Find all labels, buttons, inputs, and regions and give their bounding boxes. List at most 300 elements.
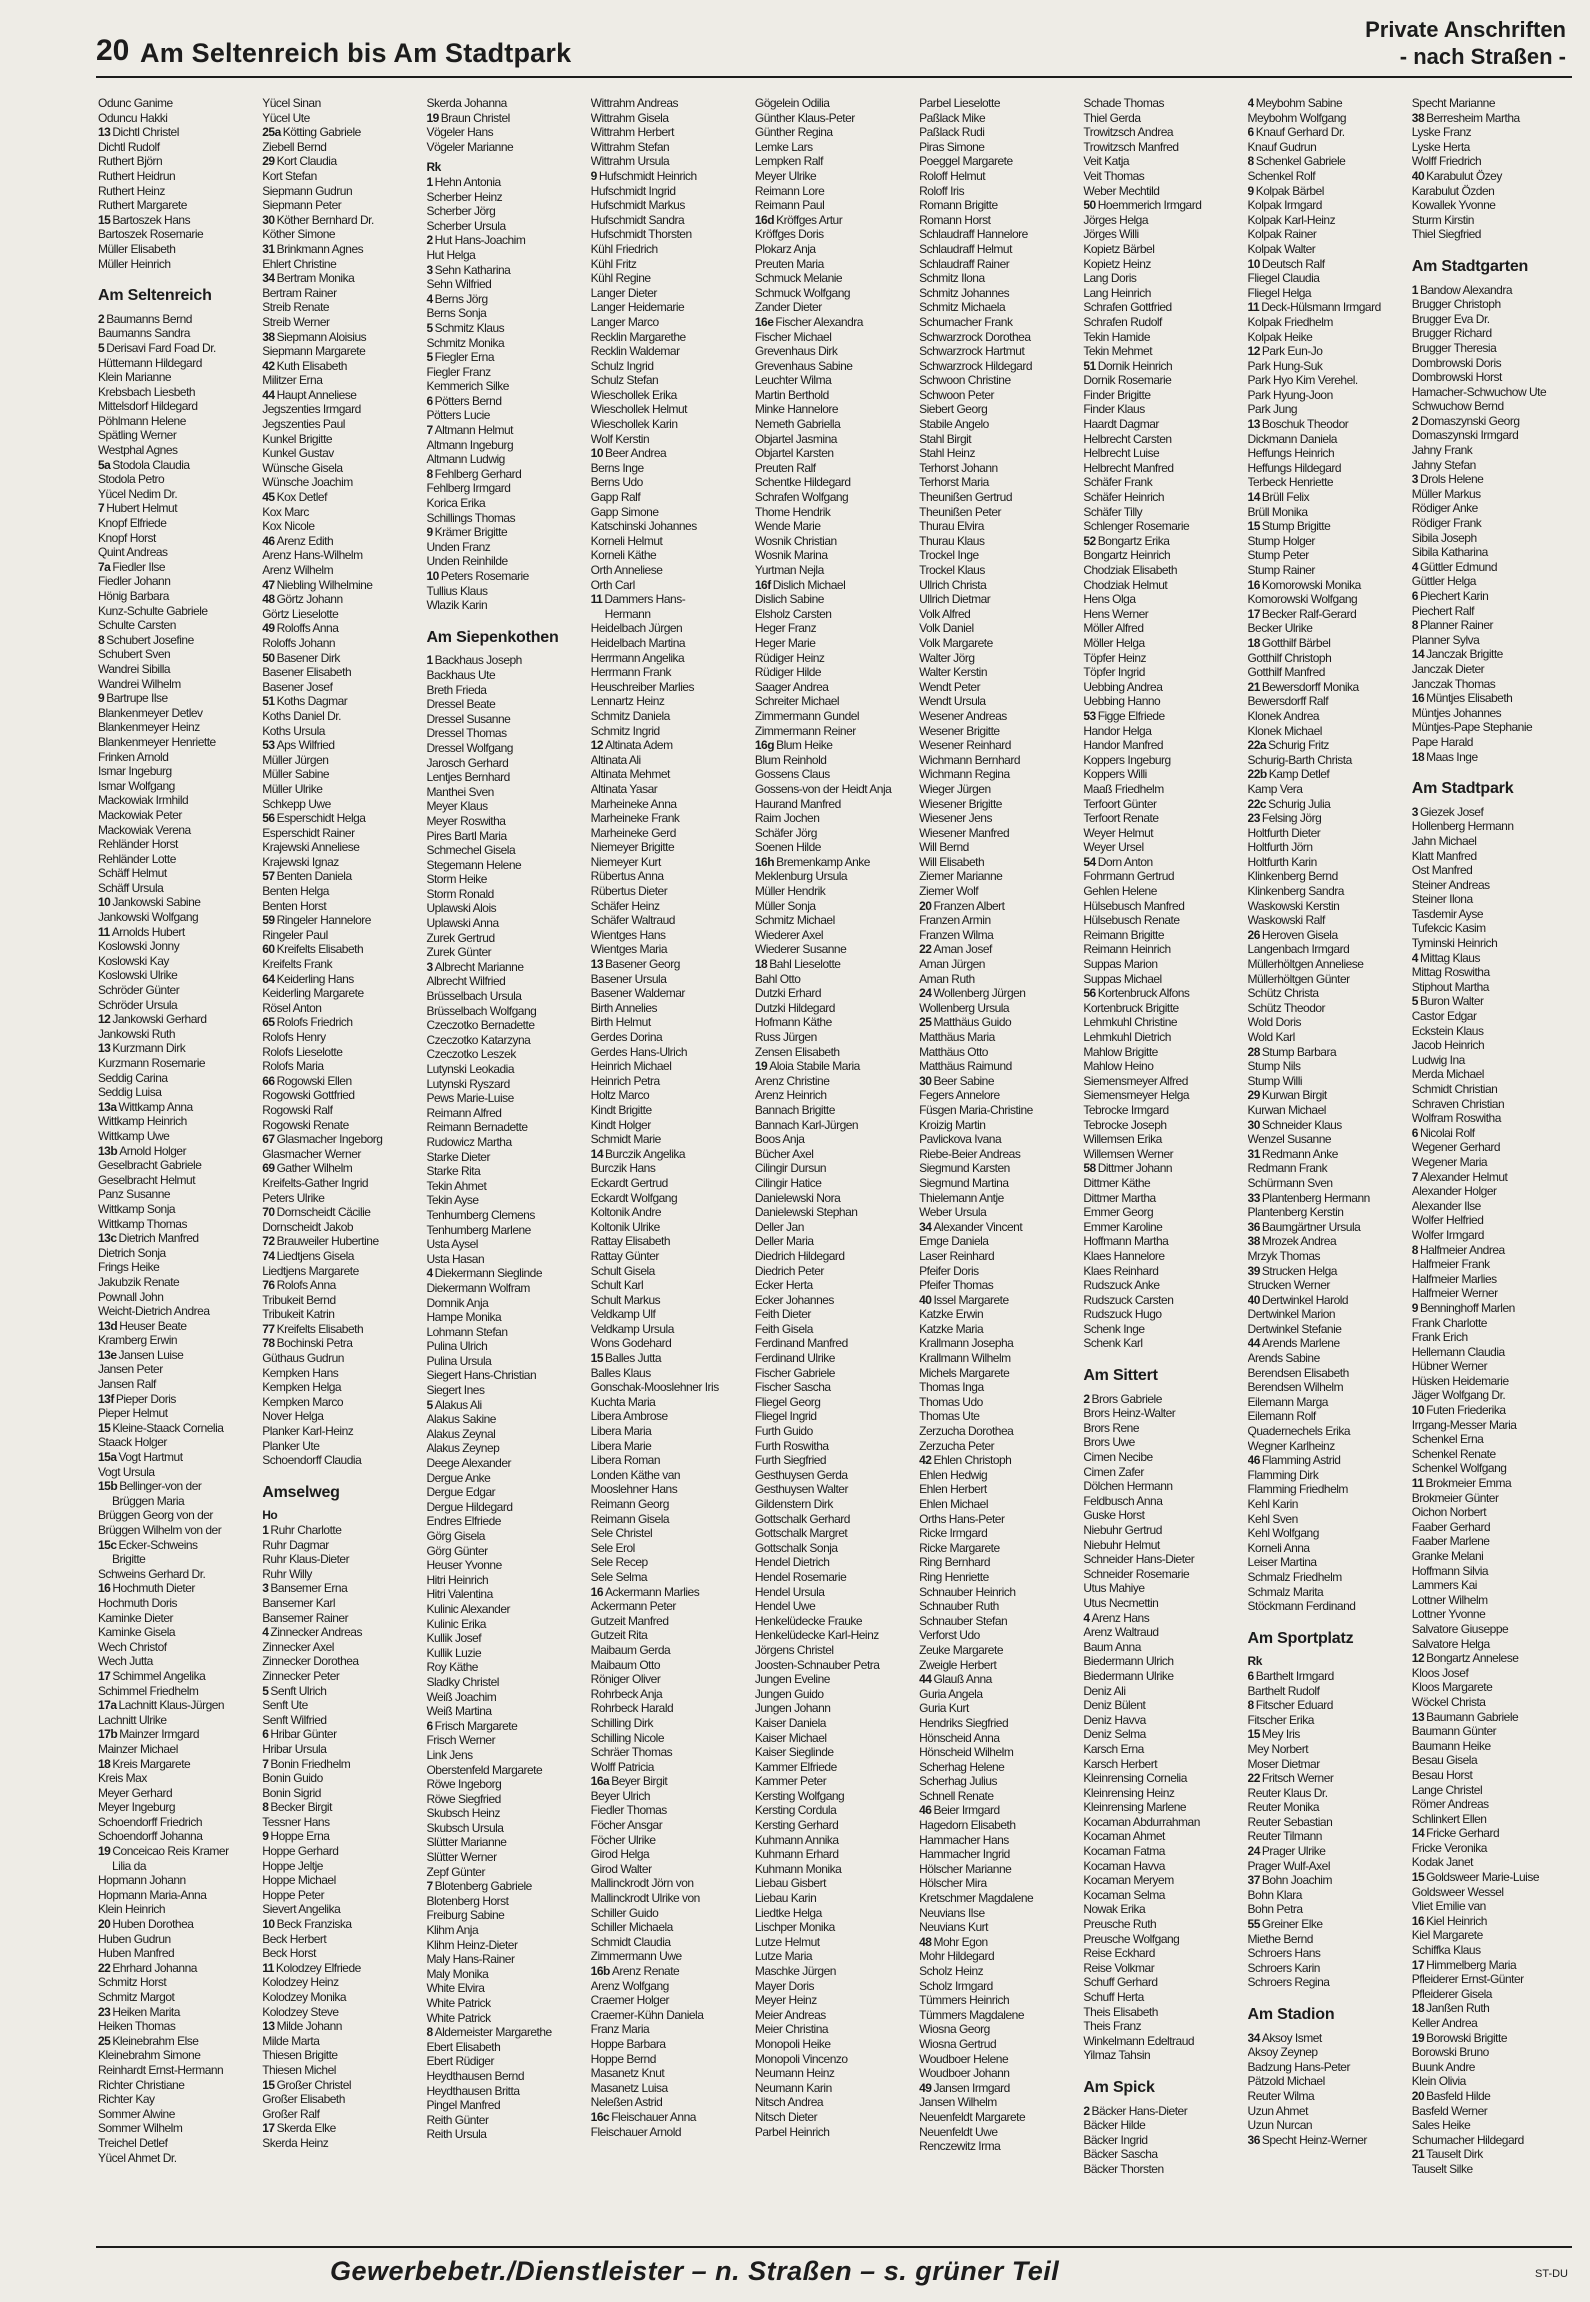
resident-entry	[262, 140, 418, 155]
resident-entry	[426, 2098, 582, 2113]
resident-entry	[591, 1307, 747, 1322]
resident-name: Sibila Joseph	[1411, 530, 1477, 545]
resident-entry	[262, 1176, 418, 1191]
resident-entry	[1248, 1815, 1404, 1830]
resident-entry	[1248, 1293, 1404, 1308]
resident-entry	[98, 1742, 254, 1757]
resident-name: Peters Rosemarie	[440, 569, 529, 583]
resident-entry	[98, 1552, 254, 1567]
resident-name: Krajewski Ignaz	[262, 854, 339, 869]
resident-entry	[426, 1398, 582, 1413]
resident-name: Stahl Heinz	[919, 446, 975, 461]
resident-name: Schmitz Ilona	[919, 271, 985, 286]
resident-name: Kleinrensing Marlene	[1083, 1800, 1187, 1815]
resident-name: Mrzyk Thomas	[1247, 1248, 1321, 1263]
resident-name: Skerda Heinz	[262, 2135, 329, 2150]
resident-entry	[1412, 1286, 1568, 1301]
resident-name: Kiel Heinrich	[1426, 1913, 1487, 1928]
resident-name: Trowitzsch Manfred	[1083, 139, 1179, 154]
resident-entry	[262, 1990, 418, 2005]
resident-entry	[1248, 709, 1404, 724]
resident-entry	[98, 2063, 254, 2078]
resident-name: Kammer Peter	[754, 1774, 827, 1789]
resident-name: Deck-Hülsmann Irmgard	[1261, 300, 1381, 315]
resident-entry	[919, 724, 1075, 739]
resident-entry	[426, 1777, 582, 1792]
resident-name: Schneider Rosemarie	[1083, 1566, 1190, 1581]
resident-entry	[1083, 738, 1239, 753]
resident-entry	[1412, 750, 1568, 765]
resident-entry	[591, 1074, 747, 1089]
resident-entry	[1412, 154, 1568, 169]
resident-entry	[1248, 1975, 1404, 1990]
resident-entry	[98, 735, 254, 750]
resident-name: Storm Ronald	[426, 886, 494, 901]
resident-name: Blum Reinhold	[754, 752, 827, 767]
resident-entry	[1248, 928, 1404, 943]
resident-name: Zerzucha Dorothea	[919, 1424, 1014, 1439]
resident-entry	[755, 227, 911, 242]
resident-name: Kuth Elisabeth	[276, 358, 347, 373]
house-number: 22b	[1247, 767, 1267, 782]
resident-name: Schimmel Angelika	[112, 1668, 206, 1683]
house-number: 31	[262, 241, 275, 256]
resident-name: Rehländer Horst	[98, 837, 178, 852]
resident-name: Becker Ulrike	[1247, 621, 1313, 636]
house-number: 7	[426, 1879, 433, 1894]
resident-entry	[262, 1596, 418, 1611]
resident-name: Meier Christina	[754, 2022, 829, 2037]
resident-entry	[919, 1716, 1075, 1731]
resident-entry	[755, 1818, 911, 1833]
house-number: 15	[1247, 1727, 1260, 1742]
resident-name: Rödiger Frank	[1411, 516, 1482, 531]
resident-entry	[591, 1264, 747, 1279]
resident-name: Sele Erol	[590, 1540, 635, 1555]
resident-name: Gather Wilhelm	[276, 1161, 353, 1176]
resident-entry	[98, 1917, 254, 1932]
resident-entry	[591, 1964, 747, 1979]
resident-name: Müller Sonja	[754, 898, 816, 913]
resident-entry	[1248, 913, 1404, 928]
resident-name: Wegner Karlheinz	[1247, 1438, 1335, 1453]
resident-name: Becker Birgit	[270, 1800, 332, 1815]
resident-entry	[1083, 1625, 1239, 1640]
resident-name: Schumacher Hildegard	[1411, 2132, 1524, 2147]
resident-entry	[426, 1412, 582, 1427]
resident-entry	[755, 1453, 911, 1468]
resident-entry	[919, 753, 1075, 768]
resident-name: Esperschidt Rainer	[262, 825, 355, 840]
directory-column	[919, 96, 1075, 2246]
resident-entry	[1412, 472, 1568, 487]
resident-entry	[755, 359, 911, 374]
resident-entry	[98, 647, 254, 662]
resident-name: Matthäus Otto	[919, 1044, 988, 1059]
resident-name: Gildenstern Dirk	[754, 1497, 833, 1511]
resident-entry	[755, 1847, 911, 1862]
house-number: 51	[1083, 358, 1096, 373]
resident-name: Weiß Joachim	[426, 1689, 497, 1704]
resident-name: Fleischauer Anna	[611, 2109, 696, 2124]
resident-name: Bertram Rainer	[262, 285, 337, 300]
resident-name: Blankenmeyer Heinz	[98, 720, 200, 735]
resident-name: Jakubzik Renate	[98, 1274, 180, 1289]
resident-name: Müller Elisabeth	[98, 241, 176, 256]
resident-entry	[426, 1208, 582, 1223]
resident-entry	[98, 677, 254, 692]
resident-entry	[262, 1307, 418, 1322]
resident-entry	[1248, 2060, 1404, 2075]
resident-entry	[1083, 2019, 1239, 2034]
resident-name: Mey Norbert	[1247, 1741, 1309, 1756]
resident-name: Suppas Michael	[1083, 971, 1162, 986]
resident-entry	[262, 1829, 418, 1844]
resident-entry	[262, 359, 418, 374]
resident-name: Danielewski Stephan	[754, 1205, 858, 1220]
resident-entry	[1083, 315, 1239, 330]
resident-name: Mey Iris	[1261, 1727, 1300, 1742]
resident-entry	[1412, 227, 1568, 242]
resident-entry	[426, 1485, 582, 1500]
resident-entry	[98, 1625, 254, 1640]
resident-entry	[262, 2121, 418, 2136]
resident-name: Seddig Luisa	[98, 1085, 162, 1100]
resident-entry	[98, 1421, 254, 1436]
resident-entry	[755, 1497, 911, 1512]
resident-entry	[591, 1497, 747, 1512]
resident-entry	[755, 972, 911, 987]
resident-name: Kaminke Gisela	[98, 1625, 176, 1640]
resident-entry	[262, 1611, 418, 1626]
resident-entry	[262, 548, 418, 563]
resident-entry	[262, 1917, 418, 1932]
resident-entry	[1083, 1975, 1239, 1990]
resident-name: Ackermann Marlies	[605, 1584, 700, 1599]
resident-entry	[1412, 994, 1568, 1009]
resident-entry	[755, 884, 911, 899]
resident-name: Fricke Veronika	[1411, 1840, 1487, 1855]
resident-name: Hülsebusch Renate	[1083, 913, 1180, 928]
resident-name: Guria Kurt	[919, 1701, 969, 1716]
house-number: 48	[919, 1934, 932, 1949]
resident-name: Bewersdorff Monika	[1261, 679, 1359, 694]
resident-name: Altmann Helmut	[434, 423, 513, 438]
resident-name: Berns Jörg	[434, 291, 488, 306]
house-number: 55	[1247, 1917, 1260, 1932]
resident-entry	[919, 198, 1075, 213]
resident-entry	[1412, 2074, 1568, 2089]
resident-name: Ruhr Dagmar	[262, 1537, 329, 1552]
resident-name: Frank Erich	[1411, 1330, 1468, 1345]
resident-entry	[919, 826, 1075, 841]
resident-entry	[591, 1088, 747, 1103]
resident-entry	[919, 1074, 1075, 1089]
resident-name: Hönscheid Anna	[919, 1730, 1000, 1745]
resident-name: Klonek Andrea	[1247, 708, 1320, 723]
resident-entry	[98, 472, 254, 487]
resident-name: Miethe Bernd	[1247, 1931, 1313, 1946]
house-number: 10	[426, 569, 439, 583]
resident-entry	[919, 986, 1075, 1001]
resident-entry	[1248, 344, 1404, 359]
resident-entry	[1083, 1001, 1239, 1016]
resident-entry	[262, 2092, 418, 2107]
house-number: 5	[98, 340, 105, 355]
resident-entry	[755, 1920, 911, 1935]
resident-name: Schnauber Stefan	[919, 1613, 1008, 1628]
resident-entry	[919, 563, 1075, 578]
resident-name: Heger Marie	[754, 635, 816, 650]
resident-entry	[591, 1906, 747, 1921]
resident-entry	[262, 1234, 418, 1249]
resident-entry	[755, 1862, 911, 1877]
resident-entry	[1248, 1961, 1404, 1976]
resident-entry	[426, 741, 582, 756]
resident-name: Brors Heinz-Walter	[1083, 1406, 1176, 1421]
resident-entry	[1412, 647, 1568, 662]
resident-entry	[1248, 1001, 1404, 1016]
resident-entry	[1412, 1316, 1568, 1331]
resident-entry	[98, 1319, 254, 1334]
resident-entry	[98, 1114, 254, 1129]
resident-entry	[426, 365, 582, 380]
resident-name: Deege Alexander	[426, 1456, 512, 1471]
resident-entry	[426, 1471, 582, 1486]
resident-entry	[591, 169, 747, 184]
resident-name: Janczak Dieter	[1411, 661, 1485, 676]
resident-entry	[262, 1453, 418, 1468]
resident-name: Gottschalk Margret	[754, 1526, 848, 1541]
resident-entry	[98, 1479, 254, 1494]
house-number: 78	[262, 1336, 275, 1351]
resident-entry	[262, 826, 418, 841]
resident-entry	[98, 399, 254, 414]
resident-name: Schuff Gerhard	[1083, 1975, 1158, 1990]
resident-name: Wolf Kerstin	[590, 431, 650, 446]
resident-name: Mackowiak Irmhild	[98, 793, 189, 808]
resident-entry	[262, 709, 418, 724]
resident-name: Burczik Hans	[590, 1161, 656, 1176]
resident-name: Kocaman Abdurrahman	[1083, 1814, 1200, 1829]
resident-name: Lemke Lars	[754, 139, 813, 154]
resident-entry	[98, 1902, 254, 1917]
resident-name: Hübner Werner	[1411, 1359, 1488, 1374]
resident-entry	[591, 1789, 747, 1804]
resident-name: Holtfurth Jörn	[1247, 840, 1313, 855]
resident-name: Ziemer Marianne	[919, 869, 1003, 884]
resident-entry	[1412, 2089, 1568, 2104]
resident-name: Woudboer Helene	[919, 2051, 1009, 2066]
resident-name: Streib Werner	[262, 314, 330, 329]
resident-entry	[1248, 184, 1404, 199]
resident-name: Kindt Holger	[590, 1117, 651, 1132]
resident-entry	[426, 989, 582, 1004]
house-number: 31	[1247, 1146, 1260, 1161]
resident-name: Jansen Irmgard	[933, 2080, 1010, 2095]
resident-entry	[1083, 1961, 1239, 1976]
resident-name: Kleinebrahm Else	[112, 2033, 199, 2048]
resident-name: Uplawski Anna	[426, 916, 499, 931]
resident-name: Franzen Albert	[933, 898, 1005, 913]
house-number: 23	[1247, 811, 1260, 826]
resident-name: Irrgang-Messer Maria	[1411, 1417, 1517, 1432]
resident-entry	[919, 2110, 1075, 2125]
resident-entry	[98, 706, 254, 721]
resident-entry	[1248, 330, 1404, 345]
resident-entry	[98, 385, 254, 400]
resident-entry	[262, 1888, 418, 1903]
resident-name: Thielemann Antje	[919, 1190, 1004, 1205]
resident-name: Schkepp Uwe	[262, 796, 331, 811]
resident-name: Reuter Wilma	[1247, 2088, 1315, 2103]
resident-name: Eilemann Marga	[1247, 1394, 1328, 1409]
resident-entry	[1248, 1468, 1404, 1483]
resident-name: Libera Roman	[590, 1453, 661, 1468]
resident-entry	[1083, 651, 1239, 666]
resident-name: Koslowski Kay	[98, 953, 169, 968]
resident-entry	[98, 1377, 254, 1392]
resident-name: Michels Margarete	[919, 1365, 1010, 1380]
resident-entry	[426, 1879, 582, 1894]
resident-name: Will Elisabeth	[919, 854, 985, 869]
resident-entry	[755, 1614, 911, 1629]
resident-entry	[1248, 1757, 1404, 1772]
resident-entry	[755, 563, 911, 578]
resident-name: Monopoli Heike	[754, 2036, 831, 2051]
resident-name: Schäfer Heinrich	[1083, 490, 1165, 505]
resident-name: Rolofs Friedrich	[276, 1015, 353, 1030]
house-number: 17	[262, 2121, 275, 2136]
resident-name: Siepmann Aloisius	[276, 329, 367, 344]
resident-name: Rogowski Ellen	[276, 1073, 352, 1088]
resident-name: Knopf Elfriede	[98, 516, 167, 531]
resident-entry	[262, 1249, 418, 1264]
resident-name: Jarosch Gerhard	[426, 755, 509, 770]
resident-name: Ebert Rüdiger	[426, 2054, 494, 2069]
resident-entry	[755, 1906, 911, 1921]
resident-name: Thomas Inga	[919, 1380, 984, 1395]
house-number: 64	[262, 971, 275, 986]
resident-entry	[591, 1278, 747, 1293]
resident-name: Rüdiger Hilde	[754, 665, 822, 680]
resident-name: Ringeler Hannelore	[276, 913, 371, 928]
directory-column	[1248, 96, 1404, 2246]
resident-entry	[755, 1701, 911, 1716]
resident-name: Bannach Brigitte	[754, 1102, 835, 1117]
resident-name: Gonschak-Mooslehner Iris	[590, 1380, 719, 1395]
resident-entry	[98, 428, 254, 443]
resident-name: Merda Michael	[1411, 1067, 1484, 1082]
resident-entry	[1412, 1126, 1568, 1141]
resident-entry	[1412, 2031, 1568, 2046]
resident-name: Köther Bernhard Dr.	[276, 212, 374, 227]
resident-entry	[1248, 651, 1404, 666]
resident-entry	[755, 1468, 911, 1483]
resident-name: Kopietz Bärbel	[1083, 241, 1155, 256]
resident-name: Meyer Klaus	[426, 799, 488, 814]
resident-entry	[262, 1293, 418, 1308]
resident-entry	[591, 1585, 747, 1600]
resident-name: Geselbracht Helmut	[98, 1172, 196, 1187]
resident-name: Schrafen Rudolf	[1083, 314, 1162, 329]
resident-entry	[755, 373, 911, 388]
resident-name: Finder Brigitte	[1083, 387, 1151, 402]
resident-name: Slütter Marianne	[426, 1835, 507, 1850]
resident-name: Bongartz Annelese	[1426, 1651, 1519, 1666]
house-number: 12	[98, 1012, 111, 1027]
resident-name: Kleine-Staack Cornelia	[112, 1420, 224, 1435]
resident-name: Roloffs Johann	[262, 635, 336, 650]
resident-name: Knauf Gudrun	[1247, 139, 1317, 154]
resident-name: Nemeth Gabriella	[754, 417, 841, 432]
resident-name: Chodziak Elisabeth	[1083, 563, 1178, 577]
resident-name: Kulinic Erika	[426, 1616, 486, 1631]
resident-entry	[98, 1100, 254, 1115]
resident-entry	[426, 683, 582, 698]
house-number: 16a	[590, 1774, 610, 1789]
resident-entry	[591, 1555, 747, 1570]
resident-name: Theunißen Peter	[919, 504, 1001, 519]
resident-entry	[1248, 680, 1404, 695]
resident-entry	[98, 881, 254, 896]
resident-name: Pötters Lucie	[426, 408, 490, 423]
resident-name: Föcher Ulrike	[590, 1832, 656, 1847]
house-number: 16e	[754, 314, 774, 329]
resident-name: Martin Berthold	[754, 387, 829, 402]
resident-entry	[755, 1205, 911, 1220]
resident-name: Meier Andreas	[754, 2007, 826, 2022]
resident-entry	[919, 1220, 1075, 1235]
house-number: 40	[1411, 168, 1425, 183]
resident-entry	[426, 1441, 582, 1456]
resident-entry	[98, 954, 254, 969]
resident-entry	[919, 884, 1075, 899]
resident-entry	[591, 826, 747, 841]
house-number: 25a	[262, 125, 281, 140]
resident-name: Kammer Elfriede	[754, 1759, 837, 1774]
resident-name: Wöckel Christa	[1411, 1694, 1486, 1709]
resident-name: Schreiter Michael	[754, 694, 840, 709]
resident-name: Müller Sabine	[262, 767, 330, 782]
resident-name: Bäcker Sascha	[1083, 2147, 1158, 2162]
resident-entry	[98, 1260, 254, 1275]
resident-name: Koppers Ingeburg	[1083, 752, 1171, 767]
resident-name: Altinata Adem	[605, 738, 673, 753]
resident-name: Kuhmann Monika	[754, 1861, 842, 1876]
resident-name: Zurek Günter	[426, 945, 492, 960]
resident-name: Uplawski Alois	[426, 901, 497, 916]
resident-entry	[591, 490, 747, 505]
house-number: 9	[262, 1829, 269, 1844]
resident-entry	[755, 1336, 911, 1351]
resident-name: Beck Horst	[262, 1946, 316, 1961]
resident-entry	[919, 1249, 1075, 1264]
resident-name: Terhorst Johann	[919, 460, 998, 475]
resident-entry	[591, 1833, 747, 1848]
resident-name: Flamming Astrid	[1261, 1453, 1341, 1468]
resident-name: Specht Heinz-Werner	[1261, 2132, 1367, 2147]
resident-entry	[426, 1938, 582, 1953]
resident-entry	[1248, 402, 1404, 417]
resident-name: Nitsch Andrea	[754, 2095, 824, 2110]
resident-entry	[591, 2066, 747, 2081]
resident-entry	[755, 1482, 911, 1497]
resident-entry	[1083, 461, 1239, 476]
resident-name: Wittkamp Heinrich	[98, 1114, 187, 1129]
resident-entry	[755, 1176, 911, 1191]
resident-entry	[1248, 1570, 1404, 1585]
